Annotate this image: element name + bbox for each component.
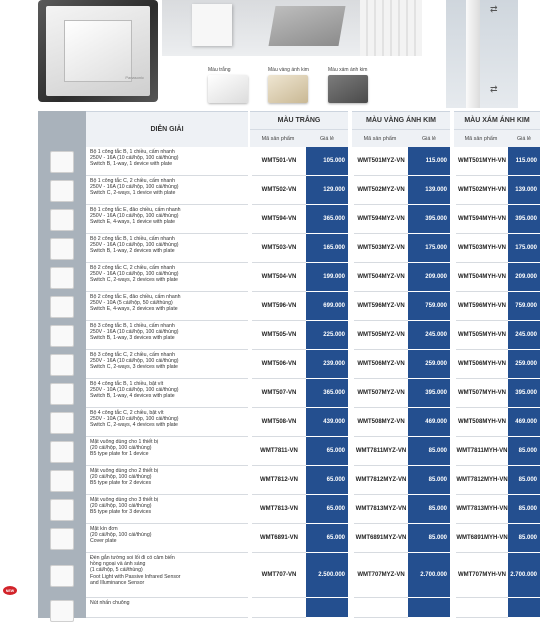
retail-price: 139.000 xyxy=(508,176,540,205)
retail-price: 469.000 xyxy=(408,408,450,437)
retail-price: 259.000 xyxy=(408,350,450,379)
row-description xyxy=(86,321,248,350)
hero-logo-text: Panasonic xyxy=(125,75,144,80)
product-code: WMT506MYZ-VN xyxy=(354,350,408,379)
retail-price: 85.000 xyxy=(508,437,540,466)
swatch-gold xyxy=(268,75,308,103)
product-code: WMT505MYH-VN xyxy=(456,321,508,350)
table-row xyxy=(38,598,540,618)
product-code: WMT506MYH-VN xyxy=(456,350,508,379)
row-description xyxy=(86,205,248,234)
desc-header: DIỄN GIẢI xyxy=(86,111,248,147)
description-line: Switch C, 2-ways, 2 devices with plate xyxy=(90,277,178,284)
product-code: WMT7811MYZ-VN xyxy=(354,437,408,466)
retail-price: 2.500.000 xyxy=(306,553,348,598)
description-line: Bộ 2 công tắc C, 2 chiều, cấm nhanh xyxy=(90,265,176,271)
retail-price: 759.000 xyxy=(508,292,540,321)
product-code: WMT508MYZ-VN xyxy=(354,408,408,437)
description-line: 250V - 10A (10 cái/hộp, 100 cái/thùng) xyxy=(90,387,179,394)
hero-switch-plate xyxy=(64,20,132,82)
product-code: WMT501MYH-VN xyxy=(456,147,508,176)
row-description xyxy=(86,234,248,263)
table-row xyxy=(38,350,540,379)
product-code: WMT508-VN xyxy=(252,408,306,437)
product-code: WMT504MYH-VN xyxy=(456,263,508,292)
retail-price: 209.000 xyxy=(508,263,540,292)
product-code: WMT7813MYZ-VN xyxy=(354,495,408,524)
product-code xyxy=(456,598,508,618)
description-line: Switch C, 2-ways, 1 device with plate xyxy=(90,190,176,197)
product-code xyxy=(252,598,306,618)
row-description xyxy=(86,466,248,495)
retail-price: 139.000 xyxy=(408,176,450,205)
description-line: Switch B, 1-way, 4 devices with plate xyxy=(90,393,175,400)
product-thumbnail xyxy=(50,528,74,550)
product-code: WMT7813MYH-VN xyxy=(456,495,508,524)
description-line: Switch C, 2-ways, 4 devices with plate xyxy=(90,422,178,429)
product-thumbnail-cell xyxy=(38,466,86,495)
lifestyle-photo xyxy=(162,0,422,56)
row-description xyxy=(86,263,248,292)
row-description xyxy=(86,379,248,408)
description-line: B5 type plate for 2 devices xyxy=(90,480,152,487)
product-thumbnail xyxy=(50,180,74,202)
lifestyle-curtain xyxy=(360,0,422,56)
table-row xyxy=(38,437,540,466)
product-thumbnail-cell xyxy=(38,147,86,176)
product-code: WMT6891-VN xyxy=(252,524,306,553)
retail-price: 115.000 xyxy=(508,147,540,176)
description-line: 250V - 16A (10 cái/hộp, 100 cái/thùng) xyxy=(90,358,179,365)
description-line: (1 cái/hộp, 5 cái/thùng) xyxy=(90,567,143,574)
product-code: WMT501-VN xyxy=(252,147,306,176)
product-code: WMT505MYZ-VN xyxy=(354,321,408,350)
product-code xyxy=(354,598,408,618)
product-thumbnail-cell xyxy=(38,598,86,618)
row-description xyxy=(86,408,248,437)
product-code: WMT7812-VN xyxy=(252,466,306,495)
retail-price: 365.000 xyxy=(306,205,348,234)
product-code: WMT502-VN xyxy=(252,176,306,205)
row-description xyxy=(86,292,248,321)
product-code: WMT507-VN xyxy=(252,379,306,408)
product-code: WMT707-VN xyxy=(252,553,306,598)
description-line: 250V - 16A (10 cái/hộp, 100 cái/thùng) xyxy=(90,155,179,162)
swap-arrows-icon: ⇄ xyxy=(490,4,498,14)
description-line: Switch B, 1-way, 1 device with plate xyxy=(90,161,173,168)
retail-price: 65.000 xyxy=(306,524,348,553)
right-side-photo xyxy=(446,0,518,108)
retail-price xyxy=(508,598,540,618)
product-thumbnail-cell xyxy=(38,321,86,350)
description-line: 250V - 16A (10 cái/hộp, 100 cái/thùng) xyxy=(90,242,179,249)
description-line: (20 cái/hộp, 100 cái/thùng) xyxy=(90,474,152,481)
code-header-gray: Mã sản phẩm xyxy=(454,129,508,147)
product-code: WMT508MYH-VN xyxy=(456,408,508,437)
description-line: Switch E, 4-ways, 2 devices with plate xyxy=(90,306,178,313)
product-code: WMT594MYH-VN xyxy=(456,205,508,234)
description-line: Mặt vuông dùng cho 2 thiết bị xyxy=(90,468,159,474)
retail-price: 259.000 xyxy=(508,350,540,379)
product-code: WMT507MYH-VN xyxy=(456,379,508,408)
description-line: Đèn gắn tường soi lối đi có cảm biến xyxy=(90,555,175,561)
table-row xyxy=(38,408,540,437)
product-thumbnail xyxy=(50,441,74,463)
description-line: Bộ 2 công tắc B, 1 chiều, cấm nhanh xyxy=(90,236,175,242)
description-line: Mặt vuông dùng cho 3 thiết bị xyxy=(90,497,159,503)
description-line: Foot Light with Passive Infrared Sensor xyxy=(90,573,181,580)
product-thumbnail xyxy=(50,238,74,260)
product-code: WMT505-VN xyxy=(252,321,306,350)
retail-price: 65.000 xyxy=(306,495,348,524)
swatch-white xyxy=(208,75,248,103)
description-line: Bộ 3 công tắc B, 1 chiều, cấm nhanh xyxy=(90,323,175,329)
product-code: WMT6891MYZ-VN xyxy=(354,524,408,553)
swatch-label-gray: Màu xám ánh kim xyxy=(328,67,368,73)
swatch-gray xyxy=(328,75,368,103)
group-header-white: MÀU TRẮNG xyxy=(250,111,348,129)
retail-price: 395.000 xyxy=(408,205,450,234)
table-row xyxy=(38,147,540,176)
product-code: WMT7812MYZ-VN xyxy=(354,466,408,495)
retail-price xyxy=(306,598,348,618)
description-line: (20 cái/hộp, 100 cái/thùng) xyxy=(90,532,152,539)
description-line: Switch B, 1-way, 3 devices with plate xyxy=(90,335,175,342)
new-badge: NEW xyxy=(3,586,17,595)
retail-price: 85.000 xyxy=(408,437,450,466)
product-code: WMT504MYZ-VN xyxy=(354,263,408,292)
product-thumbnail-cell xyxy=(38,408,86,437)
product-code: WMT6891MYH-VN xyxy=(456,524,508,553)
retail-price: 85.000 xyxy=(508,524,540,553)
retail-price xyxy=(408,598,450,618)
table-row xyxy=(38,524,540,553)
product-code: WMT502MYZ-VN xyxy=(354,176,408,205)
retail-price: 105.000 xyxy=(306,147,348,176)
description-line: 250V - 16A (10 cái/hộp, 100 cái/thùng) xyxy=(90,271,179,278)
description-line: B5 type plate for 3 devices xyxy=(90,509,152,516)
retail-price: 395.000 xyxy=(508,205,540,234)
retail-price: 199.000 xyxy=(306,263,348,292)
right-photo-panel xyxy=(466,0,480,108)
row-description xyxy=(86,495,248,524)
table-row xyxy=(38,292,540,321)
product-code: WMT7811MYH-VN xyxy=(456,437,508,466)
product-code: WMT7812MYH-VN xyxy=(456,466,508,495)
hero-product-image xyxy=(38,0,158,102)
product-code: WMT594MYZ-VN xyxy=(354,205,408,234)
table-row xyxy=(38,234,540,263)
description-line: (20 cái/hộp, 100 cái/thùng) xyxy=(90,503,152,510)
row-description xyxy=(86,598,248,618)
product-thumbnail-cell xyxy=(38,350,86,379)
row-description xyxy=(86,437,248,466)
retail-price: 65.000 xyxy=(306,466,348,495)
product-thumbnail-cell xyxy=(38,379,86,408)
product-thumbnail xyxy=(50,600,74,622)
product-thumbnail-cell xyxy=(38,495,86,524)
retail-price: 209.000 xyxy=(408,263,450,292)
retail-price: 245.000 xyxy=(508,321,540,350)
product-thumbnail-cell xyxy=(38,205,86,234)
swatch-label-white: Màu trắng xyxy=(208,67,231,73)
product-code: WMT596MYH-VN xyxy=(456,292,508,321)
row-description xyxy=(86,524,248,553)
swatch-label-gold: Màu vàng ánh kim xyxy=(268,67,309,73)
product-code: WMT501MYZ-VN xyxy=(354,147,408,176)
price-header-gold: Giá lẻ xyxy=(408,129,450,147)
row-description xyxy=(86,553,248,598)
description-line: Bộ 3 công tắc C, 2 chiều, cấm nhanh xyxy=(90,352,176,358)
product-code: WMT502MYH-VN xyxy=(456,176,508,205)
retail-price: 115.000 xyxy=(408,147,450,176)
description-line: 250V - 16A (10 cái/hộp, 100 cái/thùng) xyxy=(90,184,179,191)
description-line: 250V - 10A (10 cái/hộp, 100 cái/thùng) xyxy=(90,416,179,423)
description-line: B5 type plate for 1 device xyxy=(90,451,149,458)
description-line: Switch E, 4-ways, 1 device with plate xyxy=(90,219,176,226)
row-description xyxy=(86,147,248,176)
retail-price: 175.000 xyxy=(408,234,450,263)
product-thumbnail xyxy=(50,151,74,173)
product-code: WMT503MYH-VN xyxy=(456,234,508,263)
description-line: Mặt vuông dùng cho 1 thiết bị xyxy=(90,439,159,445)
retail-price: 85.000 xyxy=(508,466,540,495)
description-line: 250V - 10A (5 cái/hộp, 50 cái/thùng) xyxy=(90,300,173,307)
product-code: WMT506-VN xyxy=(252,350,306,379)
product-thumbnail xyxy=(50,209,74,231)
product-thumbnail-cell xyxy=(38,553,86,598)
product-thumbnail xyxy=(50,325,74,347)
description-line: Bộ 1 công tắc B, 1 chiều, cấm nhanh xyxy=(90,149,175,155)
retail-price: 239.000 xyxy=(306,350,348,379)
description-line: Mặt kín đơn xyxy=(90,526,118,532)
product-thumbnail-cell xyxy=(38,437,86,466)
table-row xyxy=(38,495,540,524)
retail-price: 165.000 xyxy=(306,234,348,263)
table-row xyxy=(38,321,540,350)
product-thumbnail xyxy=(50,267,74,289)
table-row xyxy=(38,379,540,408)
retail-price: 225.000 xyxy=(306,321,348,350)
product-thumbnail xyxy=(50,470,74,492)
description-line: (20 cái/hộp, 100 cái/thùng) xyxy=(90,445,152,452)
retail-price: 395.000 xyxy=(408,379,450,408)
description-line: Switch C, 2-ways, 3 devices with plate xyxy=(90,364,178,371)
description-line: Bộ 1 công tắc C, 2 chiều, cấm nhanh xyxy=(90,178,176,184)
retail-price: 245.000 xyxy=(408,321,450,350)
product-code: WMT7811-VN xyxy=(252,437,306,466)
retail-price: 85.000 xyxy=(408,524,450,553)
description-line: 250V - 16A (10 cái/hộp, 100 cái/thùng) xyxy=(90,213,179,220)
table-row xyxy=(38,466,540,495)
product-code: WMT507MYZ-VN xyxy=(354,379,408,408)
lifestyle-switch-white xyxy=(192,4,232,46)
retail-price: 85.000 xyxy=(408,466,450,495)
group-header-gold: MÀU VÀNG ÁNH KIM xyxy=(352,111,450,129)
description-line: Cover plate xyxy=(90,538,117,545)
description-line: Bộ 4 công tắc B, 1 chiều, bật vít xyxy=(90,381,164,387)
group-header-gray: MÀU XÁM ÁNH KIM xyxy=(454,111,540,129)
description-line: Bộ 2 công tắc E, đảo chiều, cấm nhanh xyxy=(90,294,181,300)
hero-wall-box xyxy=(46,6,150,96)
row-description xyxy=(86,176,248,205)
product-thumbnail xyxy=(50,565,74,587)
retail-price: 365.000 xyxy=(306,379,348,408)
description-line: and Illuminance Sensor xyxy=(90,579,145,586)
product-code: WMT7813-VN xyxy=(252,495,306,524)
product-thumbnail xyxy=(50,383,74,405)
description-line: Nút nhấn chuông xyxy=(90,600,130,606)
product-thumbnail xyxy=(50,499,74,521)
code-header-gold: Mã sản phẩm xyxy=(352,129,408,147)
table-row xyxy=(38,263,540,292)
retail-price: 395.000 xyxy=(508,379,540,408)
retail-price: 439.000 xyxy=(306,408,348,437)
description-line: hồng ngoại và ánh sáng xyxy=(90,561,146,568)
price-header-white: Giá lẻ xyxy=(306,129,348,147)
retail-price: 469.000 xyxy=(508,408,540,437)
product-thumbnail xyxy=(50,354,74,376)
price-header-gray: Giá lẻ xyxy=(508,129,540,147)
product-code: WMT594-VN xyxy=(252,205,306,234)
product-thumbnail-cell xyxy=(38,176,86,205)
retail-price: 2.700.000 xyxy=(508,553,540,598)
table-row xyxy=(38,553,540,598)
code-header-white: Mã sản phẩm xyxy=(250,129,306,147)
table-row xyxy=(38,205,540,234)
table-header xyxy=(38,111,540,147)
product-code: WMT707MYZ-VN xyxy=(354,553,408,598)
retail-price: 129.000 xyxy=(306,176,348,205)
product-thumbnail-cell xyxy=(38,263,86,292)
product-thumbnail xyxy=(50,412,74,434)
product-thumbnail-cell xyxy=(38,524,86,553)
product-code: WMT503MYZ-VN xyxy=(354,234,408,263)
retail-price: 699.000 xyxy=(306,292,348,321)
swap-arrows-icon: ⇄ xyxy=(490,84,498,94)
header-image-band xyxy=(38,111,86,147)
product-code: WMT503-VN xyxy=(252,234,306,263)
retail-price: 85.000 xyxy=(508,495,540,524)
product-thumbnail-cell xyxy=(38,292,86,321)
product-code: WMT596MYZ-VN xyxy=(354,292,408,321)
product-code: WMT504-VN xyxy=(252,263,306,292)
description-line: 250V - 16A (10 cái/hộp, 100 cái/thùng) xyxy=(90,329,179,336)
table-row xyxy=(38,176,540,205)
retail-price: 759.000 xyxy=(408,292,450,321)
lifestyle-switch-gray xyxy=(268,6,345,46)
description-line: Bộ 4 công tắc C, 2 chiều, bật vít xyxy=(90,410,164,416)
product-banner xyxy=(0,0,540,108)
product-thumbnail-cell xyxy=(38,234,86,263)
description-line: Bộ 1 công tắc E, đảo chiều, cấm nhanh xyxy=(90,207,181,213)
retail-price: 85.000 xyxy=(408,495,450,524)
product-thumbnail xyxy=(50,296,74,318)
row-description xyxy=(86,350,248,379)
retail-price: 65.000 xyxy=(306,437,348,466)
product-code: WMT707MYH-VN xyxy=(456,553,508,598)
retail-price: 175.000 xyxy=(508,234,540,263)
description-line: Switch B, 1-way, 2 devices with plate xyxy=(90,248,175,255)
retail-price: 2.700.000 xyxy=(408,553,450,598)
product-code: WMT596-VN xyxy=(252,292,306,321)
